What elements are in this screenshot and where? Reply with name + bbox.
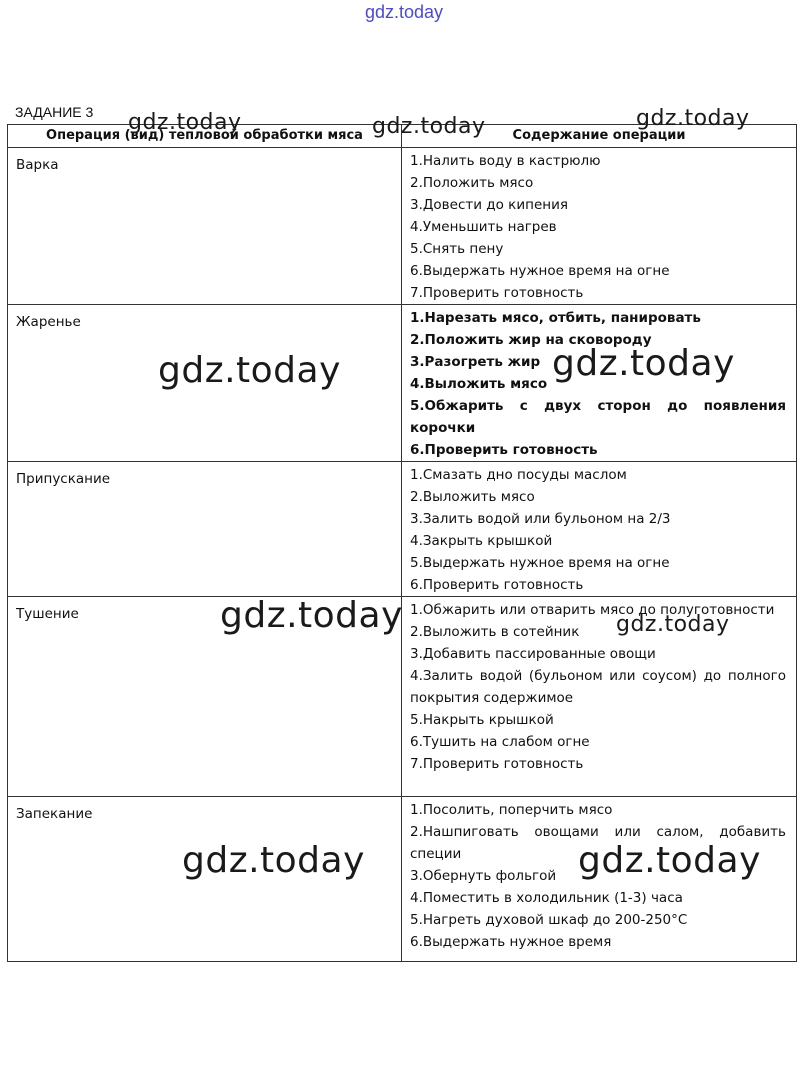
step-item: 3.Залить водой или бульоном на 2/3	[410, 511, 671, 527]
step-item: 7.Проверить готовность	[410, 285, 584, 301]
operation-name: Жаренье	[16, 314, 81, 330]
step-item: 2.Выложить в сотейник	[410, 624, 580, 640]
step-item: 5.Выдержать нужное время на огне	[410, 555, 670, 571]
task-title: ЗАДАНИЕ 3	[15, 104, 94, 120]
operation-name: Припускание	[16, 471, 111, 487]
step-item: 1.Посолить, поперчить мясо	[410, 802, 613, 818]
operation-name: Тушение	[16, 606, 79, 622]
step-item: 5.Снять пену	[410, 241, 504, 257]
step-item: 7.Проверить готовность	[410, 756, 584, 772]
watermark-text: gdz.today	[128, 110, 242, 135]
step-item: 1.Смазать дно посуды маслом	[410, 467, 627, 483]
step-item: 6.Тушить на слабом огне	[410, 734, 590, 750]
operation-cell	[8, 462, 402, 597]
step-item: 4.Уменьшить нагрев	[410, 219, 557, 235]
meat-processing-table	[7, 124, 797, 962]
step-item: 2.Нашпиговать овощами или салом, добавить специи	[410, 824, 786, 862]
column-header-operation: Операция (вид) тепловой обработки мяса	[8, 125, 402, 148]
step-item: 4.Выложить мясо	[410, 376, 548, 392]
step-item: 1.Нарезать мясо, отбить, панировать	[410, 310, 701, 326]
step-item: 6.Проверить готовность	[410, 577, 584, 593]
step-item: 6.Выдержать нужное время на огне	[410, 263, 670, 279]
step-item: 5.Обжарить с двух сторон до появления корочки	[410, 398, 786, 436]
step-item: 2.Положить жир на сковороду	[410, 332, 652, 348]
operation-name: Варка	[16, 157, 59, 173]
step-item: 2.Выложить мясо	[410, 489, 535, 505]
step-item: 1.Налить воду в кастрюлю	[410, 153, 601, 169]
operation-name: Запекание	[16, 806, 93, 822]
watermark-text: gdz.today	[182, 840, 365, 881]
steps-cell	[402, 597, 797, 797]
table-row	[8, 148, 797, 305]
watermark-text: gdz.today	[372, 114, 486, 139]
step-item: 6.Выдержать нужное время	[410, 934, 612, 950]
step-item: 3.Обернуть фольгой	[410, 868, 557, 884]
watermark-text: gdz.today	[578, 840, 761, 881]
step-item: 5.Нагреть духовой шкаф до 200-250°С	[410, 912, 688, 928]
step-item: 1.Обжарить или отварить мясо до полуготовности	[410, 602, 775, 618]
step-item: 5.Накрыть крышкой	[410, 712, 554, 728]
watermark-text: gdz.today	[158, 350, 341, 391]
watermark-text: gdz.today	[220, 595, 403, 636]
table-row	[8, 462, 797, 597]
step-item: 4.Поместить в холодильник (1-3) часа	[410, 890, 683, 906]
column-header-content: Содержание операции	[402, 125, 797, 148]
step-item: 6.Проверить готовность	[410, 442, 598, 458]
watermark-text: gdz.today	[616, 612, 730, 637]
step-item: 3.Довести до кипения	[410, 197, 568, 213]
step-item: 4.Закрыть крышкой	[410, 533, 553, 549]
steps-cell	[402, 148, 797, 305]
watermark-text: gdz.today	[552, 343, 735, 384]
step-item: 3.Добавить пассированные овощи	[410, 646, 656, 662]
step-item: 2.Положить мясо	[410, 175, 534, 191]
operation-cell	[8, 148, 402, 305]
step-item: 4.Залить водой (бульоном или соусом) до полного покрытия содержимое	[410, 668, 786, 706]
site-header-link[interactable]: gdz.today	[364, 2, 444, 22]
watermark-text: gdz.today	[636, 106, 750, 131]
step-item: 3.Разогреть жир	[410, 354, 541, 370]
steps-cell	[402, 462, 797, 597]
